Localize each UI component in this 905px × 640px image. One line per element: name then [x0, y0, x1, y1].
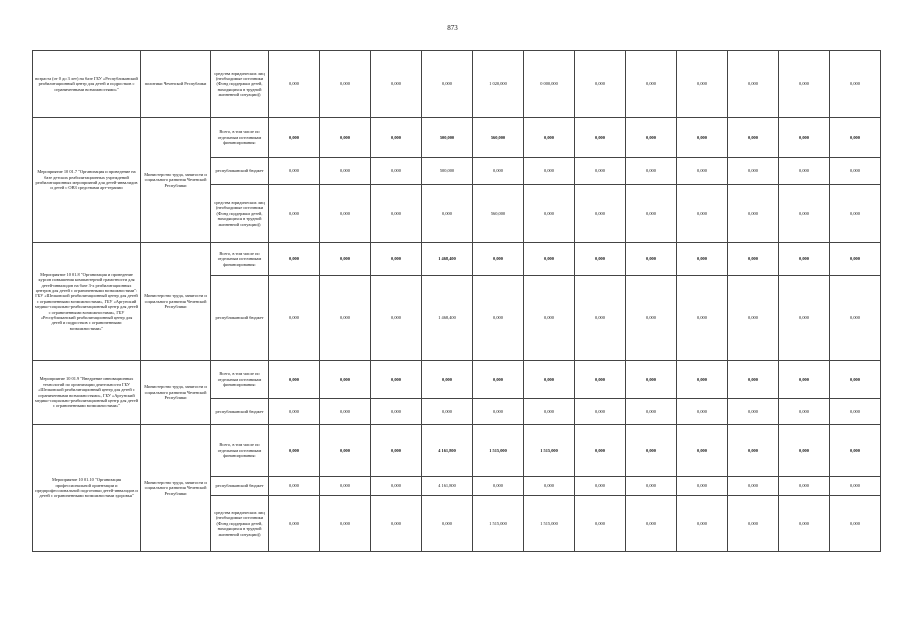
value-cell: 0,000: [269, 425, 320, 477]
value-cell: 0,000: [422, 361, 473, 399]
value-cell: 0,000: [779, 158, 830, 185]
table-row: [33, 51, 881, 118]
value-cell: 0,000: [779, 185, 830, 243]
value-cell: 0,000: [269, 276, 320, 361]
measure-cell: возраста (от 0 до 3 лет) на базе ГБУ «Республиканский реабилитационный центр для детей и подростков с ограниченными возможностями»": [33, 51, 141, 118]
value-cell: 0,000: [728, 496, 779, 552]
executor-cell: Министерство труда, занятости и социального развития Чеченской Республики: [141, 243, 211, 361]
value-cell: 1 020,000: [473, 51, 524, 118]
value-cell: 0,000: [371, 243, 422, 276]
funding-source-cell: Всего, в том числе по отдельным источникам финансирования:: [211, 118, 269, 158]
value-cell: 0,000: [728, 361, 779, 399]
measure-cell: Мероприятие 10 01.7 "Организация и проведение на базе детских реабилитационных учреждений реабилитационных мероприятий для детей-инвалидов и детей с ОВЗ средствами арт-терапии: [33, 118, 141, 243]
value-cell: 0,000: [626, 425, 677, 477]
value-cell: 0,000: [677, 496, 728, 552]
value-cell: 0,000: [626, 185, 677, 243]
value-cell: 0,000: [575, 399, 626, 425]
value-cell: 0,000: [677, 361, 728, 399]
value-cell: 0,000: [371, 118, 422, 158]
value-cell: 500,000: [422, 158, 473, 185]
funding-source-cell: республиканский бюджет: [211, 158, 269, 185]
value-cell: 0,000: [320, 158, 371, 185]
value-cell: 0,000: [779, 477, 830, 496]
value-cell: 0,000: [269, 185, 320, 243]
value-cell: 4 161,800: [422, 425, 473, 477]
value-cell: 0,000: [677, 425, 728, 477]
value-cell: 0,000: [371, 185, 422, 243]
funding-source-cell: республиканский бюджет: [211, 477, 269, 496]
value-cell: 0,000: [728, 185, 779, 243]
value-cell: 0,000: [779, 276, 830, 361]
value-cell: 0,000: [320, 477, 371, 496]
value-cell: 0,000: [371, 399, 422, 425]
value-cell: 0,000: [728, 477, 779, 496]
value-cell: 0,000: [830, 276, 881, 361]
table-row-total: [33, 361, 881, 399]
value-cell: 0,000: [575, 118, 626, 158]
value-cell: 0,000: [473, 477, 524, 496]
value-cell: 0,000: [830, 118, 881, 158]
value-cell: 0,000: [728, 425, 779, 477]
value-cell: 0,000: [830, 51, 881, 118]
value-cell: 0 000,000: [524, 51, 575, 118]
value-cell: 0,000: [626, 477, 677, 496]
value-cell: 0,000: [830, 185, 881, 243]
funding-source-cell: Всего, в том числе по отдельным источникам финансирования:: [211, 243, 269, 276]
value-cell: 0,000: [320, 51, 371, 118]
funding-source-cell: республиканский бюджет: [211, 276, 269, 361]
value-cell: 0,000: [269, 399, 320, 425]
value-cell: 0,000: [830, 361, 881, 399]
funding-source-cell: средства юридических лиц (необходимые источники (Фонд поддержки детей, находящихся в трудной жизненной ситуации)): [211, 51, 269, 118]
value-cell: 0,000: [626, 399, 677, 425]
value-cell: 0,000: [524, 185, 575, 243]
value-cell: 0,000: [575, 425, 626, 477]
value-cell: 0,000: [779, 51, 830, 118]
value-cell: 0,000: [269, 158, 320, 185]
value-cell: 0,000: [269, 118, 320, 158]
value-cell: 0,000: [575, 243, 626, 276]
value-cell: 0,000: [524, 118, 575, 158]
value-cell: 0,000: [728, 276, 779, 361]
value-cell: 0,000: [320, 361, 371, 399]
value-cell: 0,000: [371, 158, 422, 185]
value-cell: 0,000: [677, 51, 728, 118]
value-cell: 1 515,000: [473, 425, 524, 477]
value-cell: 1 515,000: [524, 496, 575, 552]
value-cell: 0,000: [830, 425, 881, 477]
value-cell: 0,000: [728, 51, 779, 118]
value-cell: 0,000: [677, 243, 728, 276]
measure-cell: Мероприятие 10 01.10 "Организация профессиональной ориентации и предпрофессиональной подготовки детей-инвалидов и детей с ограниченными возможностями здоровья": [33, 425, 141, 552]
value-cell: 0,000: [320, 185, 371, 243]
value-cell: 0,000: [830, 399, 881, 425]
measure-cell: Мероприятие 10 01.9 "Внедрение инновационных технологий по организации деятельности ГБУ «Шелковской реабилитационный центр для детей с ограниченными возможностями», ГБУ «Аргунский медико-социально-реабилитационный центр для детей с ограниченными возможностями»": [33, 361, 141, 425]
value-cell: 0,000: [677, 185, 728, 243]
value-cell: 0,000: [320, 399, 371, 425]
value-cell: 0,000: [779, 243, 830, 276]
value-cell: 0,000: [830, 477, 881, 496]
value-cell: 0,000: [626, 118, 677, 158]
value-cell: 560,000: [473, 185, 524, 243]
value-cell: 1 468,400: [422, 276, 473, 361]
value-cell: 0,000: [371, 477, 422, 496]
value-cell: 0,000: [677, 158, 728, 185]
value-cell: 0,000: [371, 496, 422, 552]
value-cell: 0,000: [677, 276, 728, 361]
value-cell: 0,000: [626, 361, 677, 399]
funding-source-cell: республиканский бюджет: [211, 399, 269, 425]
value-cell: 0,000: [626, 158, 677, 185]
value-cell: 0,000: [524, 399, 575, 425]
value-cell: 0,000: [575, 361, 626, 399]
value-cell: 0,000: [320, 276, 371, 361]
value-cell: 0,000: [575, 496, 626, 552]
value-cell: 0,000: [677, 118, 728, 158]
value-cell: 0,000: [779, 496, 830, 552]
value-cell: 0,000: [524, 243, 575, 276]
funding-source-cell: средства юридических лиц (необходимые источники (Фонд поддержки детей, находящихся в трудной жизненной ситуации)): [211, 185, 269, 243]
value-cell: 0,000: [524, 158, 575, 185]
value-cell: 0,000: [320, 243, 371, 276]
value-cell: 0,000: [422, 51, 473, 118]
funding-source-cell: средства юридических лиц (необходимые источники (Фонд поддержки детей, находящихся в трудной жизненной ситуации)): [211, 496, 269, 552]
value-cell: 0,000: [677, 399, 728, 425]
funding-source-cell: Всего, в том числе по отдельным источникам финансирования:: [211, 425, 269, 477]
value-cell: 0,000: [269, 496, 320, 552]
value-cell: 0,000: [575, 276, 626, 361]
value-cell: 0,000: [422, 496, 473, 552]
value-cell: 0,000: [422, 185, 473, 243]
value-cell: 0,000: [269, 477, 320, 496]
value-cell: 0,000: [575, 477, 626, 496]
value-cell: 0,000: [473, 276, 524, 361]
value-cell: 0,000: [320, 425, 371, 477]
value-cell: 0,000: [728, 118, 779, 158]
value-cell: 0,000: [473, 243, 524, 276]
value-cell: 0,000: [320, 118, 371, 158]
value-cell: 0,000: [371, 51, 422, 118]
executor-cell: Министерство труда, занятости и социального развития Чеченской Республики: [141, 361, 211, 425]
value-cell: 0,000: [524, 477, 575, 496]
value-cell: 0,000: [779, 399, 830, 425]
value-cell: 0,000: [626, 276, 677, 361]
value-cell: 0,000: [830, 158, 881, 185]
budget-table: [32, 50, 881, 552]
value-cell: 0,000: [779, 118, 830, 158]
value-cell: 0,000: [371, 361, 422, 399]
page-number: 873: [447, 24, 458, 32]
value-cell: 560,000: [473, 118, 524, 158]
value-cell: 0,000: [728, 158, 779, 185]
executor-cell: политики Чеченской Республики: [141, 51, 211, 118]
value-cell: 500,000: [422, 118, 473, 158]
table-row-total: [33, 425, 881, 477]
table-row-total: [33, 243, 881, 276]
value-cell: 0,000: [269, 243, 320, 276]
value-cell: 0,000: [830, 496, 881, 552]
value-cell: 0,000: [320, 496, 371, 552]
executor-cell: Министерство труда, занятости и социального развития Чеченской Республики: [141, 425, 211, 552]
value-cell: 0,000: [575, 158, 626, 185]
value-cell: 0,000: [626, 496, 677, 552]
value-cell: 0,000: [575, 51, 626, 118]
value-cell: 0,000: [575, 185, 626, 243]
funding-source-cell: Всего, в том числе по отдельным источникам финансирования:: [211, 361, 269, 399]
value-cell: 1 515,000: [473, 496, 524, 552]
value-cell: 0,000: [371, 425, 422, 477]
value-cell: 1 515,000: [524, 425, 575, 477]
value-cell: 0,000: [626, 243, 677, 276]
table-row-total: [33, 118, 881, 158]
value-cell: 0,000: [371, 276, 422, 361]
value-cell: 0,000: [473, 158, 524, 185]
value-cell: 0,000: [473, 399, 524, 425]
value-cell: 0,000: [677, 477, 728, 496]
value-cell: 0,000: [779, 425, 830, 477]
measure-cell: Мероприятие 10 01.8 "Организация и проведение курсов повышения компьютерной грамотности для детей-инвалидов на базе 3-х реабилитационных центров для детей с ограниченными возможностями": ГБУ «Шелковской реабилитационный центр для детей с ограниченными возможностями», ГБУ «Аргунский медико-социально-реабилитационный центр для детей с ограниченными возможностями», ГБУ «Республиканский реабилитационный центр для детей и подростков с ограниченными возможностями»": [33, 243, 141, 361]
value-cell: 0,000: [779, 361, 830, 399]
value-cell: 0,000: [269, 51, 320, 118]
value-cell: 0,000: [830, 243, 881, 276]
value-cell: 4 161,800: [422, 477, 473, 496]
value-cell: 0,000: [626, 51, 677, 118]
value-cell: 0,000: [524, 361, 575, 399]
value-cell: 1 468,400: [422, 243, 473, 276]
value-cell: 0,000: [473, 361, 524, 399]
executor-cell: Министерство труда, занятости и социального развития Чеченской Республики: [141, 118, 211, 243]
value-cell: 0,000: [524, 276, 575, 361]
value-cell: 0,000: [728, 399, 779, 425]
value-cell: 0,000: [422, 399, 473, 425]
value-cell: 0,000: [269, 361, 320, 399]
value-cell: 0,000: [728, 243, 779, 276]
